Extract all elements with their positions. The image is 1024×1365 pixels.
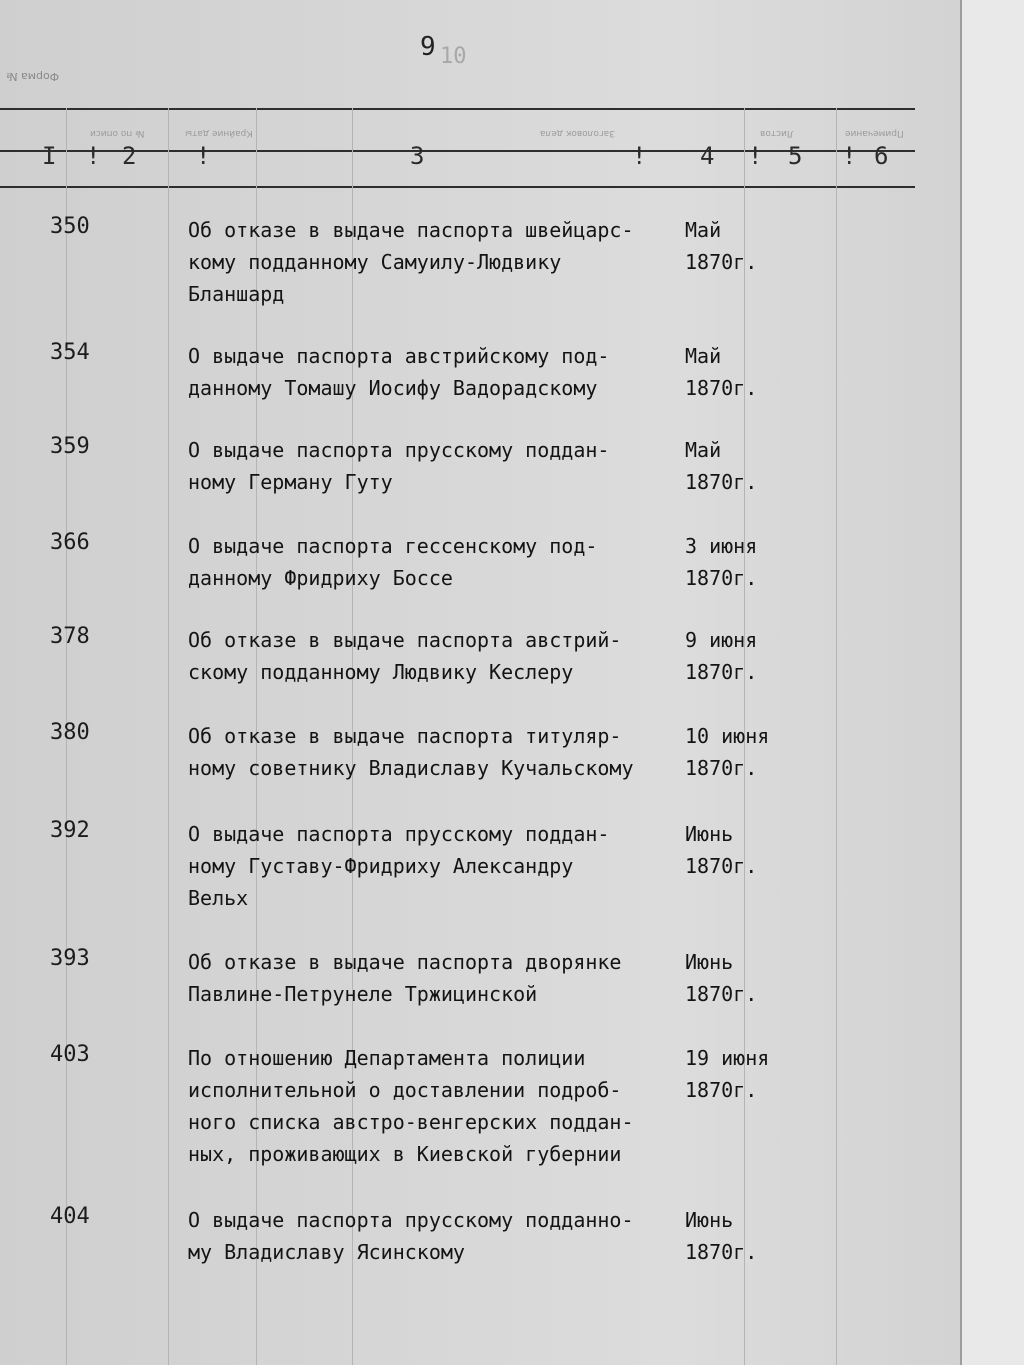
column-rule bbox=[836, 108, 837, 1365]
entry-date: Июнь 1870г. bbox=[685, 822, 758, 878]
entry-title: Об отказе в выдаче паспорта титуляр- ному советнику Владиславу Кучальскому bbox=[188, 724, 634, 780]
column-number: 3 bbox=[410, 142, 425, 170]
entry-date: Июнь 1870г. bbox=[685, 1208, 758, 1264]
entry-number: 354 bbox=[50, 340, 90, 365]
faint-column-label: Заголовок дела bbox=[540, 128, 615, 138]
entry-title: Об отказе в выдаче паспорта австрий- скому подданному Людвику Кеслеру bbox=[188, 628, 622, 684]
entry-number: 366 bbox=[50, 530, 90, 555]
header-bottom-rule bbox=[0, 186, 915, 188]
page-edge bbox=[960, 0, 1024, 1365]
entry-date: Май 1870г. bbox=[685, 438, 758, 494]
faint-column-label: № по описи bbox=[90, 128, 145, 138]
column-number: I bbox=[42, 142, 57, 170]
column-number: 5 bbox=[788, 142, 803, 170]
column-separator: ! bbox=[196, 142, 211, 170]
entry-title: О выдаче паспорта прусскому поддан- ному Густаву-Фридриху Александру Вельх bbox=[188, 822, 610, 910]
faint-column-label: Листов bbox=[760, 128, 794, 138]
column-number: 4 bbox=[700, 142, 715, 170]
header-mid-rule bbox=[0, 150, 915, 152]
entry-title: Об отказе в выдаче паспорта швейцарс- кому подданному Самуилу-Людвику Бланшард bbox=[188, 218, 634, 306]
entry-date: Май 1870г. bbox=[685, 344, 758, 400]
entry-title: О выдаче паспорта прусскому подданно- му Владиславу Ясинскому bbox=[188, 1208, 634, 1264]
entry-number: 393 bbox=[50, 946, 90, 971]
column-rule bbox=[168, 108, 169, 1365]
column-separator: ! bbox=[842, 142, 857, 170]
entry-number: 392 bbox=[50, 818, 90, 843]
faint-column-label: Крайние даты bbox=[185, 128, 253, 138]
form-note: Форма № bbox=[6, 70, 60, 83]
column-separator: ! bbox=[86, 142, 101, 170]
entry-date: 9 июня 1870г. bbox=[685, 628, 758, 684]
column-separator: ! bbox=[748, 142, 763, 170]
bleed-through-page-number: 10 bbox=[440, 44, 467, 69]
entry-date: 19 июня 1870г. bbox=[685, 1046, 770, 1102]
entry-date: 10 июня 1870г. bbox=[685, 724, 770, 780]
entry-number: 378 bbox=[50, 624, 90, 649]
column-separator: ! bbox=[632, 142, 647, 170]
entry-date: Июнь 1870г. bbox=[685, 950, 758, 1006]
entry-number: 404 bbox=[50, 1204, 90, 1229]
entry-date: Май 1870г. bbox=[685, 218, 758, 274]
entry-title: Об отказе в выдаче паспорта дворянке Павлине-Петрунеле Тржицинской bbox=[188, 950, 622, 1006]
faint-column-label: Примечание bbox=[845, 128, 904, 138]
entry-number: 403 bbox=[50, 1042, 90, 1067]
entry-title: О выдаче паспорта прусскому поддан- ному Герману Гуту bbox=[188, 438, 610, 494]
entry-date: 3 июня 1870г. bbox=[685, 534, 758, 590]
column-number: 6 bbox=[874, 142, 889, 170]
entry-title: По отношению Департамента полиции исполнительной о доставлении подроб- ного списка австро-венгерских поддан- ных, проживающих в Киевской губернии bbox=[188, 1046, 634, 1166]
entry-number: 359 bbox=[50, 434, 90, 459]
entry-number: 350 bbox=[50, 214, 90, 239]
entry-number: 380 bbox=[50, 720, 90, 745]
column-number: 2 bbox=[122, 142, 137, 170]
entry-title: О выдаче паспорта гессенскому под- данному Фридриху Боссе bbox=[188, 534, 598, 590]
entry-title: О выдаче паспорта австрийскому под- данному Томашу Иосифу Вадорадскому bbox=[188, 344, 610, 400]
page-number: 9 bbox=[420, 32, 436, 62]
header-top-rule bbox=[0, 108, 915, 110]
